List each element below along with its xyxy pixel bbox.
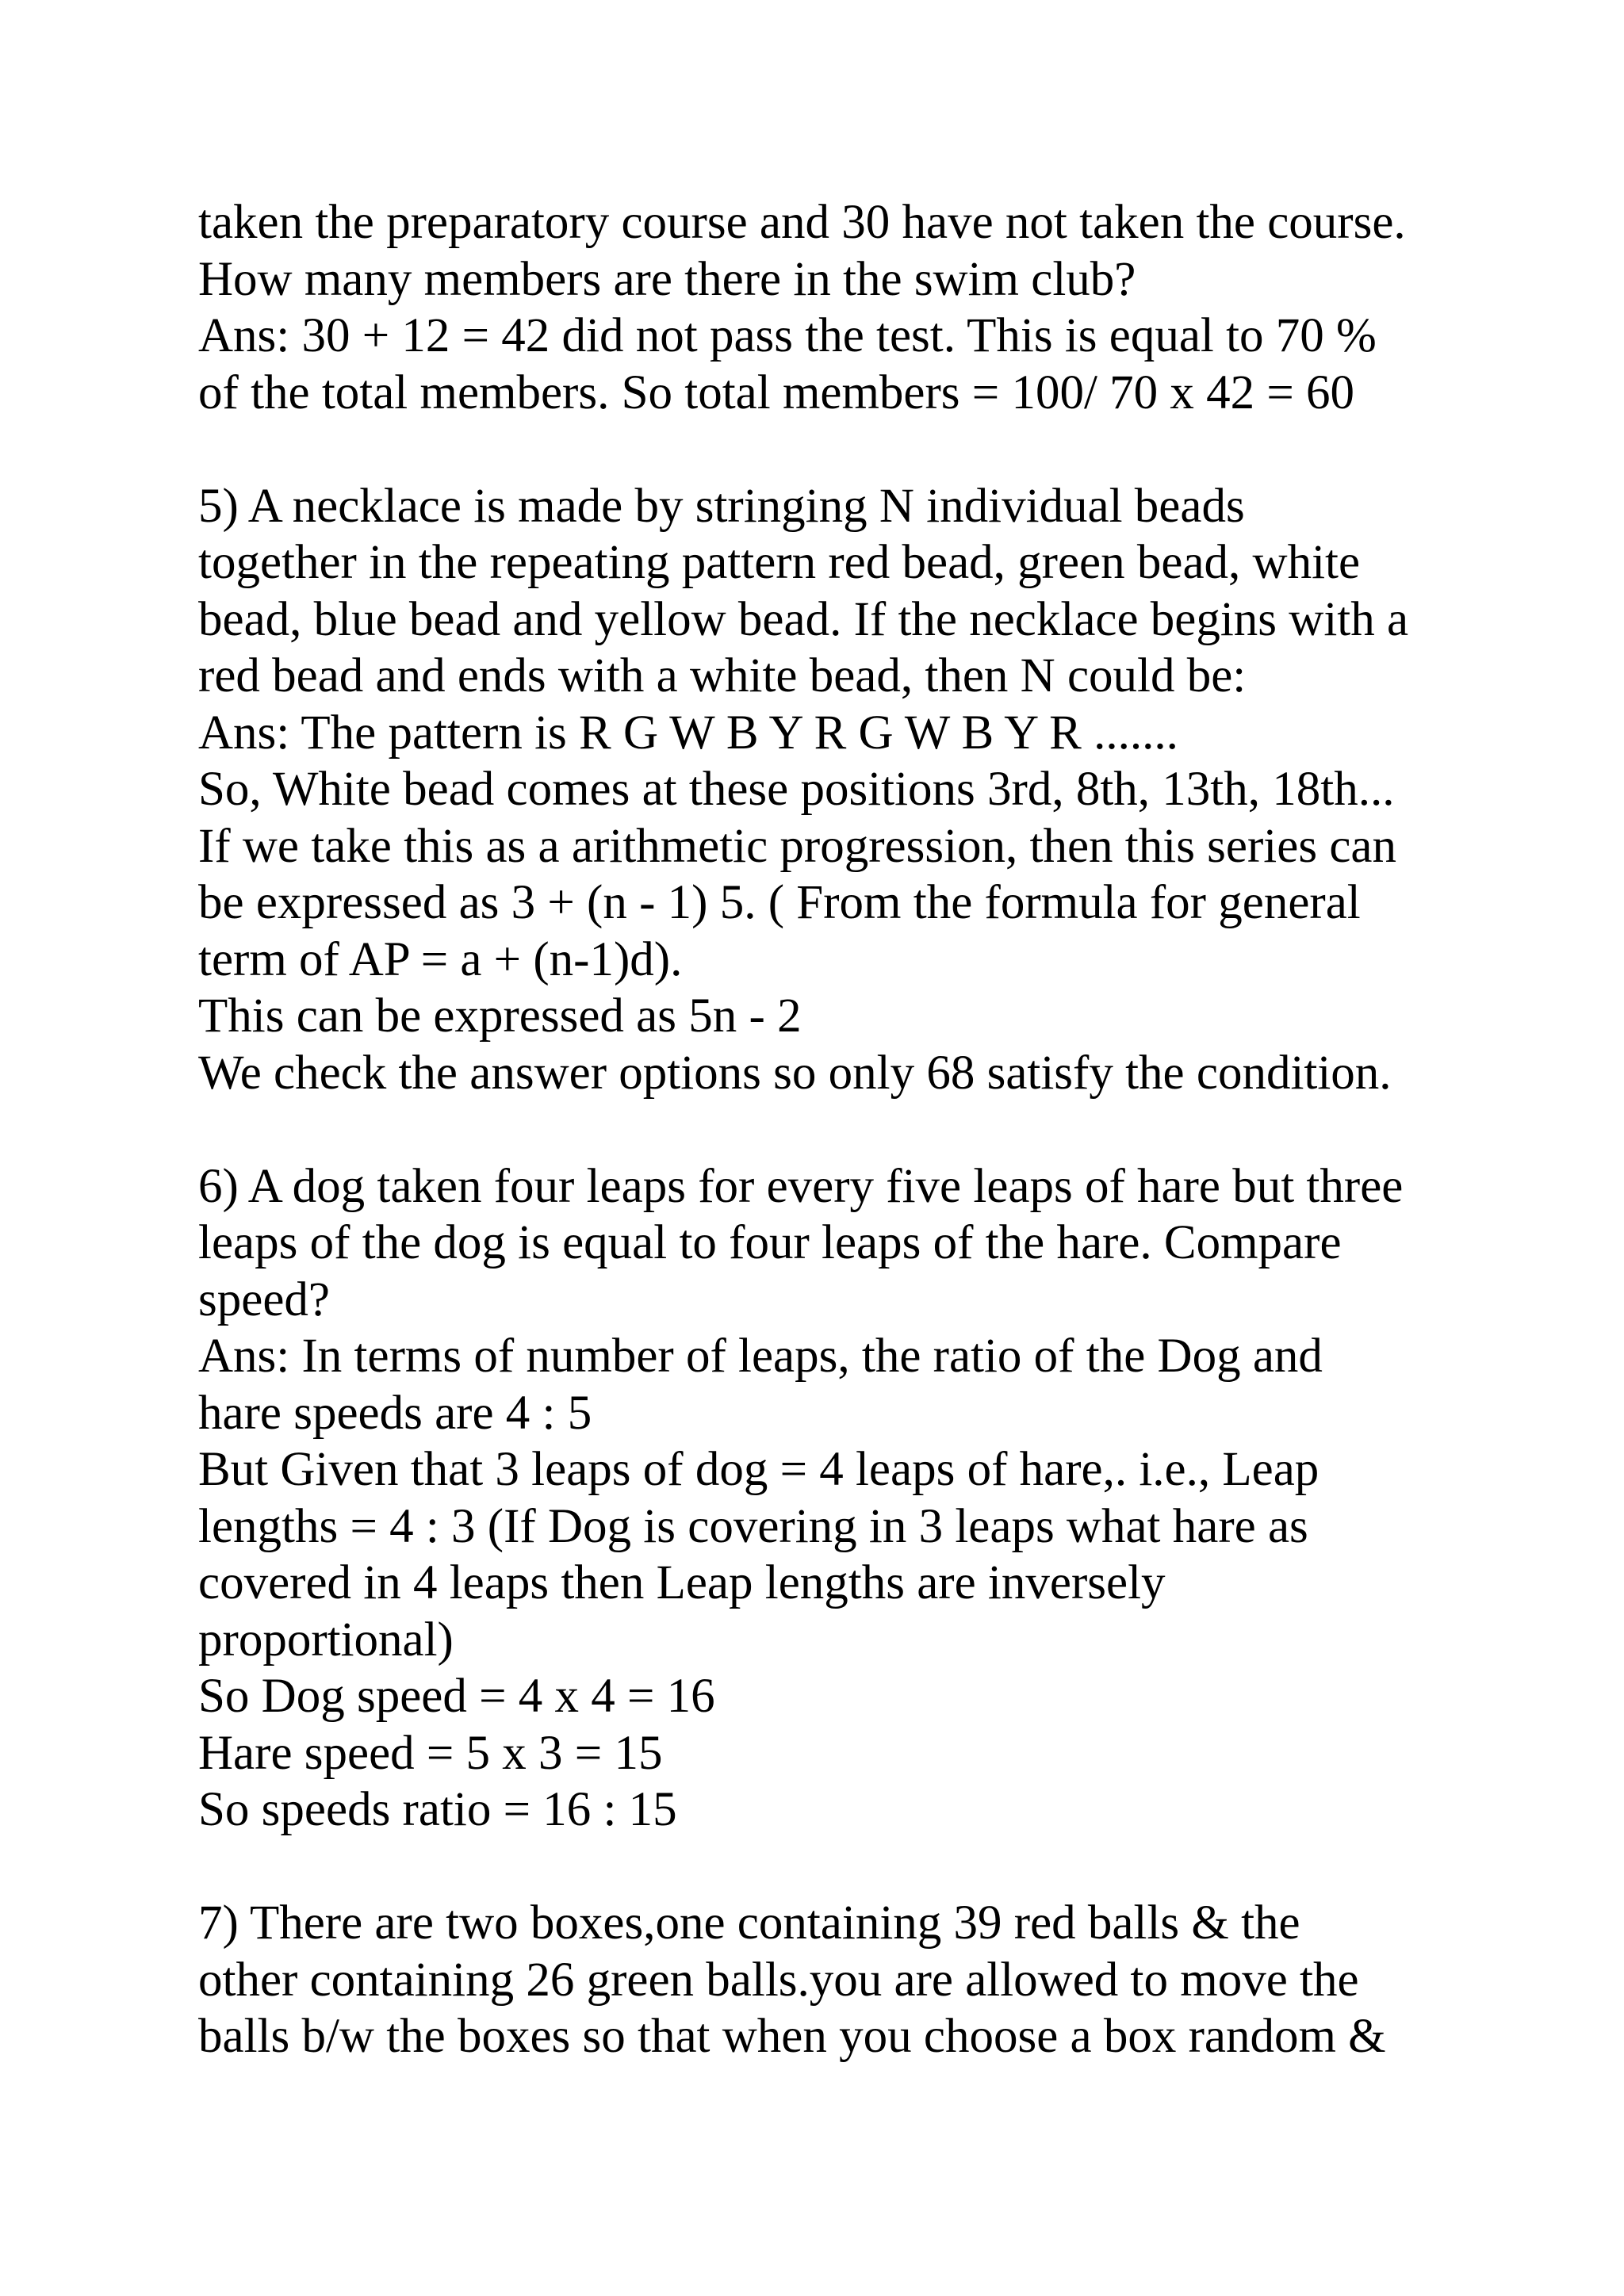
text-line: together in the repeating pattern red bead, green bead, white — [198, 536, 1361, 589]
paragraph-gap — [198, 1101, 1507, 1158]
text-line: of the total members. So total members = 100/ 70 x 42 = 60 — [198, 365, 1355, 419]
text-line: How many members are there in the swim club? — [198, 252, 1136, 306]
text-line: Ans: The pattern is R G W B Y R G W B Y R ....... — [198, 706, 1178, 760]
text-line: 7) There are two boxes,one containing 39 red balls & the — [198, 1896, 1300, 1950]
text-line: proportional) — [198, 1613, 454, 1667]
text-line: leaps of the dog is equal to four leaps of the hare. Compare — [198, 1216, 1342, 1269]
text-line: So Dog speed = 4 x 4 = 16 — [198, 1670, 715, 1723]
text-line: other containing 26 green balls.you are allowed to move the — [198, 1953, 1359, 2007]
paragraph-gap — [198, 1839, 1507, 1896]
text-line: 5) A necklace is made by stringing N individual beads — [198, 479, 1245, 533]
text-line: taken the preparatory course and 30 have not taken the course. — [198, 196, 1406, 249]
text-line: Ans: 30 + 12 = 42 did not pass the test. This is equal to 70 % — [198, 309, 1377, 362]
text-line: speed? — [198, 1272, 330, 1326]
text-line: So speeds ratio = 16 : 15 — [198, 1783, 677, 1836]
text-line: red bead and ends with a white bead, then N could be: — [198, 649, 1247, 702]
text-line: covered in 4 leaps then Leap lengths are inversely — [198, 1556, 1166, 1609]
text-line: Ans: In terms of number of leaps, the ratio of the Dog and — [198, 1330, 1323, 1383]
document-body — [198, 194, 1507, 2065]
text-line: Hare speed = 5 x 3 = 15 — [198, 1726, 663, 1780]
paragraph-gap — [198, 421, 1507, 478]
text-line: hare speeds are 4 : 5 — [198, 1386, 592, 1440]
text-line: We check the answer options so only 68 satisfy the condition. — [198, 1046, 1392, 1100]
text-line: lengths = 4 : 3 (If Dog is covering in 3 leaps what hare as — [198, 1499, 1308, 1553]
text-line: be expressed as 3 + (n - 1) 5. ( From the formula for general — [198, 876, 1361, 929]
text-line: bead, blue bead and yellow bead. If the necklace begins with a — [198, 592, 1409, 646]
text-line: But Given that 3 leaps of dog = 4 leaps of hare,. i.e., Leap — [198, 1443, 1320, 1496]
text-line: So, White bead comes at these positions 3rd, 8th, 13th, 18th... — [198, 763, 1395, 816]
text-line: If we take this as a arithmetic progression, then this series can — [198, 819, 1396, 873]
text-line: 6) A dog taken four leaps for every five leaps of hare but three — [198, 1159, 1404, 1213]
text-line: balls b/w the boxes so that when you choose a box random & — [198, 2010, 1386, 2063]
text-line: This can be expressed as 5n - 2 — [198, 989, 802, 1043]
text-line: term of AP = a + (n-1)d). — [198, 932, 683, 986]
